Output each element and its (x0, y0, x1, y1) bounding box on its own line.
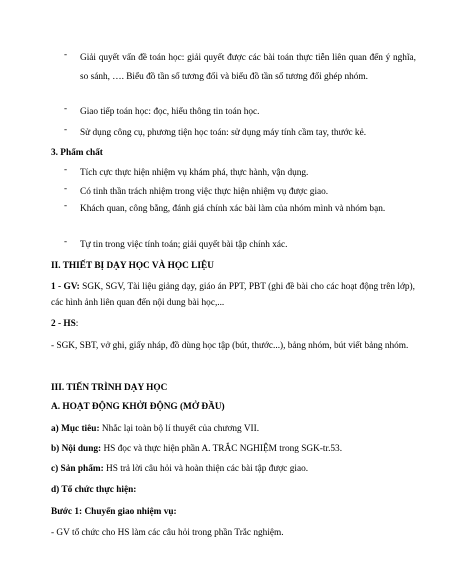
bullet-item (64, 164, 416, 183)
hs-label: 2 - HS (51, 319, 76, 329)
bullet-dash: - (64, 125, 68, 135)
hs-paragraph: - SGK, SBT, vở ghi, giấy nháp, đồ dùng học tập (bút, thước...), bảng nhóm, bút viết bảng nhóm. (51, 341, 409, 351)
organization-label: d) Tổ chức thực hiện: (51, 485, 137, 495)
step1-text: - GV tổ chức cho HS làm các câu hỏi trong phần Trắc nghiệm. (51, 528, 284, 538)
bullet-item (64, 183, 416, 202)
step1-label: Bước 1: Chuyển giao nhiệm vụ: (51, 507, 177, 517)
section-heading-process: III. TIẾN TRÌNH DẠY HỌC (51, 383, 168, 393)
section-heading-equipment: II. THIẾT BỊ DẠY HỌC VÀ HỌC LIỆU (51, 261, 214, 271)
bullet-text: Giải quyết vấn đề toán học: giải quyết được các bài toán thực tiễn liên quan đến ý nghĩa, so sánh, …. Biểu đồ tần số tương đối và biểu đồ tần số tương đối ghép nhóm. (80, 53, 416, 82)
product-line (51, 463, 415, 475)
content-line (51, 443, 415, 455)
objective-text: Nhắc lại toàn bộ lí thuyết của chương VII. (99, 424, 260, 434)
gv-paragraph (51, 279, 415, 311)
objective-label: a) Mục tiêu: (51, 424, 100, 434)
bullet-text: Tự tin trong việc tính toán; giải quyết bài tập chính xác. (80, 240, 288, 250)
bullet-text: Sử dụng công cụ, phương tiện học toán: sử dụng máy tính cầm tay, thước kẻ. (80, 128, 367, 138)
bullet-dash: - (64, 201, 68, 211)
activity-heading: A. HOẠT ĐỘNG KHỞI ĐỘNG (MỞ ĐẦU) (51, 402, 225, 412)
bullet-dash: - (64, 50, 68, 60)
bullet-item (64, 103, 416, 122)
bullet-item (64, 236, 416, 255)
bullet-text: Tích cực thực hiện nhiệm vụ khám phá, thực hành, vận dụng. (80, 168, 309, 178)
bullet-dash: - (64, 184, 68, 194)
bullet-item (64, 200, 416, 219)
objective-line (51, 423, 415, 435)
product-text: HS trả lời câu hỏi và hoàn thiện các bài tập được giao. (103, 464, 309, 474)
bullet-text: Giao tiếp toán học: đọc, hiểu thông tin toán học. (80, 107, 260, 117)
hs-heading (51, 318, 415, 330)
bullet-text: Khách quan, công bằng, đánh giá chính xác bài làm của nhóm mình và nhóm bạn. (80, 204, 386, 214)
bullet-text: Có tinh thần trách nhiệm trong việc thực hiện nhiệm vụ được giao. (80, 187, 329, 197)
section-heading-qualities: 3. Phẩm chất (51, 148, 103, 158)
content-label: b) Nội dung: (51, 444, 102, 454)
gv-label: 1 - GV: (51, 282, 80, 292)
product-label: c) Sản phẩm: (51, 464, 104, 474)
bullet-dash: - (64, 165, 68, 175)
content-text: HS đọc và thực hiện phần A. TRẮC NGHIỆM trong SGK-tr.53. (101, 444, 343, 454)
bullet-dash: - (64, 104, 68, 114)
gv-text: SGK, SGV, Tài liệu giảng dạy, giáo án PPT, PBT (ghi đề bài cho các hoạt động trên lớp), các hình ảnh liên quan đến nội dung bài học,... (51, 282, 415, 308)
hs-colon: : (75, 319, 79, 329)
bullet-item (64, 124, 416, 143)
bullet-dash: - (64, 237, 68, 247)
bullet-item (64, 49, 416, 86)
